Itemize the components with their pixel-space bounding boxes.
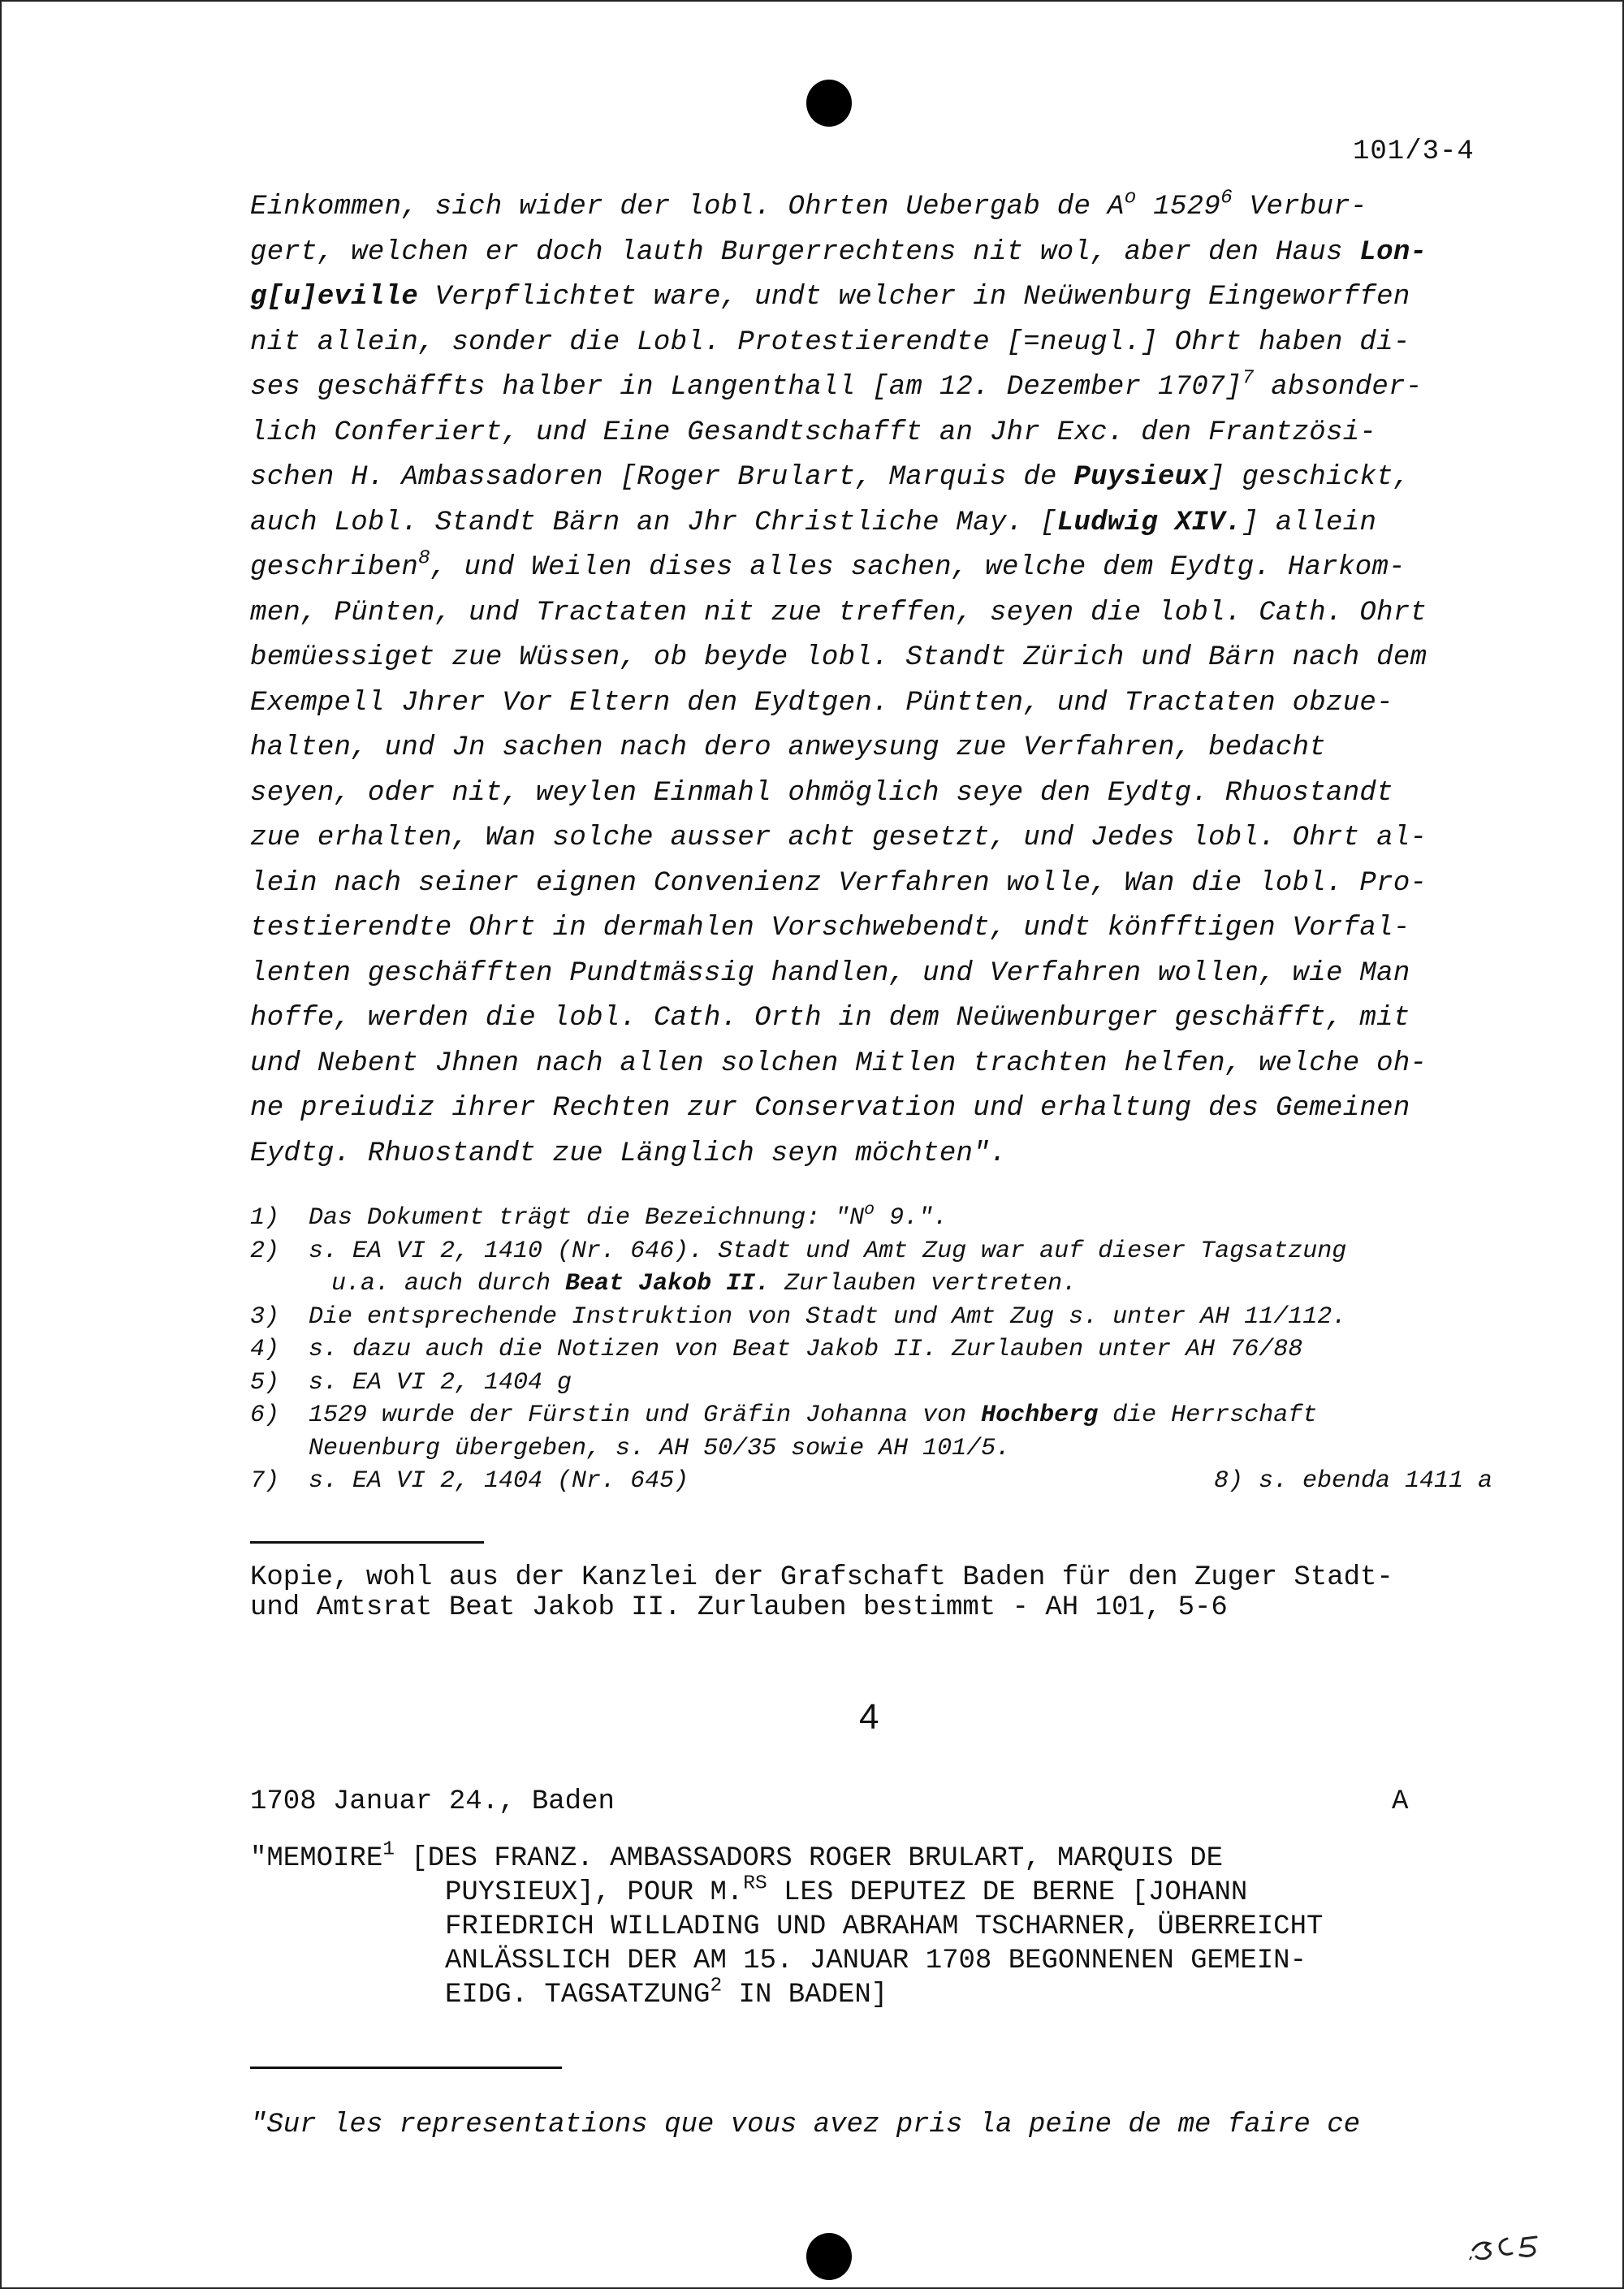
archive-handwritten-mark bbox=[1468, 2229, 1557, 2261]
memoire-line bbox=[250, 1975, 1501, 2012]
text-run: Neuenburg übergeben, s. AH 50/35 sowie AH 101/5. bbox=[309, 1434, 1011, 1462]
text-run: s. dazu auch die Notizen von Beat Jakob II. Zurlauben unter AH 76/88 bbox=[309, 1336, 1303, 1363]
footnote bbox=[250, 1399, 1492, 1432]
text-run: 1529 bbox=[1136, 192, 1221, 222]
body-line bbox=[250, 321, 1492, 366]
text-run: ] allein bbox=[1242, 507, 1377, 538]
superscript: o bbox=[1124, 187, 1137, 209]
copy-note-line: Kopie, wohl aus der Kanzlei der Grafschaft Baden für den Zuger Stadt- bbox=[250, 1562, 1393, 1593]
date-place: 1708 Januar 24., Baden bbox=[250, 1786, 615, 1817]
footnote-8-number: 8) bbox=[1213, 1467, 1243, 1495]
divider-rule bbox=[250, 1541, 484, 1544]
footnote bbox=[250, 1202, 1492, 1235]
footnote-row-7-8 bbox=[250, 1465, 1492, 1498]
bold-text: Puysieux bbox=[1073, 462, 1209, 493]
text-run: PUYSIEUX], POUR M. bbox=[445, 1877, 744, 1908]
text-run: Einkommen, sich wider der lobl. Ohrten Uebergab de A bbox=[250, 192, 1125, 222]
body-line bbox=[250, 546, 1492, 591]
body-line bbox=[250, 906, 1492, 952]
text-run: und Nebent Jhnen nach allen solchen Mitlen trachten helfen, welche oh- bbox=[250, 1047, 1427, 1079]
footnote bbox=[250, 1235, 1492, 1268]
text-run: gert, welchen er doch lauth Burgerrechtens nit wol, aber den Haus bbox=[250, 236, 1360, 268]
memoire-line bbox=[250, 1872, 1501, 1910]
superscript: 7 bbox=[1242, 367, 1255, 390]
body-line bbox=[250, 862, 1492, 907]
closing-quote: "Sur les representations que vous avez pris la peine de me faire ce bbox=[250, 2110, 1361, 2140]
page-reference: 101/3-4 bbox=[1353, 136, 1475, 167]
text-run: FRIEDRICH WILLADING UND ABRAHAM TSCHARNER, ÜBERREICHT bbox=[445, 1911, 1324, 1942]
bold-text: g[u]eville bbox=[250, 282, 419, 313]
text-run: IN BADEN] bbox=[722, 1980, 888, 2010]
body-line bbox=[250, 365, 1492, 411]
bold-text: Lon- bbox=[1359, 236, 1427, 268]
text-run: ne preiudiz ihrer Rechten zur Conservation und erhaltung des Gemeinen bbox=[250, 1093, 1410, 1124]
footnote-8 bbox=[1214, 1465, 1492, 1498]
body-line bbox=[250, 771, 1492, 817]
text-run: u.a. auch durch bbox=[331, 1270, 566, 1298]
memoire-heading bbox=[250, 1838, 1501, 2012]
superscript: o bbox=[864, 1200, 875, 1220]
body-line bbox=[250, 591, 1492, 637]
text-run: ses geschäffts halber in Langenthall [am 12. Dezember 1707] bbox=[250, 372, 1242, 403]
document-number: 4 bbox=[859, 1697, 879, 1737]
copy-note bbox=[250, 1563, 1492, 1623]
text-run: lenten geschäfften Pundtmässig handlen, und Verfahren wollen, wie Man bbox=[250, 957, 1410, 989]
text-run: 1529 wurde der Fürstin und Gräfin Johanna von bbox=[309, 1401, 982, 1429]
footnote-text bbox=[309, 1202, 1492, 1235]
body-line bbox=[250, 1132, 1492, 1177]
bold-text: Beat Jakob II. bbox=[565, 1270, 771, 1298]
text-run: geschriben bbox=[250, 552, 419, 583]
text-run: absonder- bbox=[1254, 372, 1423, 403]
text-run: seyen, oder nit, weylen Einmahl ohmöglich seye den Eydtg. Rhuostandt bbox=[250, 777, 1393, 809]
memoire-line bbox=[250, 1910, 1501, 1944]
text-run: lein nach seiner eignen Convenienz Verfahren wolle, Wan die lobl. Pro- bbox=[250, 867, 1427, 899]
footnote-number: 4) bbox=[250, 1336, 280, 1363]
footnotes bbox=[250, 1202, 1492, 1498]
footnote-7 bbox=[250, 1465, 1214, 1498]
footnote-list bbox=[250, 1202, 1492, 1465]
memoire-line bbox=[250, 1838, 1501, 1876]
body-line bbox=[250, 456, 1492, 501]
footnote-number: 6) bbox=[250, 1401, 280, 1429]
superscript: 6 bbox=[1220, 187, 1233, 209]
body-line bbox=[250, 1042, 1492, 1087]
footnote-8-text: s. ebenda 1411 a bbox=[1258, 1467, 1492, 1495]
text-run: hoffe, werden die lobl. Cath. Orth in dem Neüwenburger geschäfft, mit bbox=[250, 1003, 1410, 1034]
text-run: Verpflichtet ware, undt welcher in Neüwenburg Eingeworffen bbox=[418, 282, 1410, 313]
divider-rule bbox=[250, 2067, 562, 2069]
punch-hole-top bbox=[806, 80, 852, 127]
footnote-number: 3) bbox=[250, 1302, 280, 1331]
body-line bbox=[250, 816, 1492, 862]
footnote-text bbox=[309, 1367, 1492, 1400]
text-run: s. EA VI 2, 1404 g bbox=[309, 1368, 572, 1397]
body-line bbox=[250, 726, 1492, 771]
footnote bbox=[250, 1367, 1492, 1400]
text-run: zue erhalten, Wan solche ausser acht gesetzt, und Jedes lobl. Ohrt al- bbox=[250, 823, 1427, 853]
text-run: [DES FRANZ. AMBASSADORS ROGER BRULART, MARQUIS DE bbox=[394, 1843, 1224, 1874]
text-run: lich Conferiert, und Eine Gesandtschafft an Jhr Exc. den Frantzösi- bbox=[250, 417, 1377, 448]
superscript: 1 bbox=[382, 1838, 395, 1861]
footnote-text bbox=[309, 1333, 1492, 1367]
body-line bbox=[250, 185, 1492, 231]
memoire-line bbox=[250, 1944, 1501, 1978]
body-line bbox=[250, 1086, 1492, 1132]
footnote bbox=[250, 1333, 1492, 1367]
footnote-text bbox=[309, 1301, 1492, 1334]
text-run: auch Lobl. Standt Bärn an Jhr Christliche May. [ bbox=[250, 507, 1057, 538]
copy-note-line: und Amtsrat Beat Jakob II. Zurlauben bestimmt - AH 101, 5-6 bbox=[250, 1592, 1228, 1623]
text-run: Das Dokument trägt die Bezeichnung: "N bbox=[309, 1204, 865, 1232]
text-run: Die entsprechende Instruktion von Stadt und Amt Zug s. unter AH 11/112. bbox=[309, 1302, 1347, 1331]
punch-hole-bottom bbox=[806, 2233, 852, 2280]
text-run: ] geschickt, bbox=[1208, 462, 1410, 493]
footnote-continuation bbox=[250, 1432, 1492, 1466]
text-run: halten, und Jn sachen nach dero anweysung zue Verfahren, bedacht bbox=[250, 732, 1327, 763]
body-line bbox=[250, 275, 1492, 321]
body-line bbox=[250, 952, 1492, 997]
footnote-number: 2) bbox=[250, 1237, 280, 1265]
footnote-continuation bbox=[250, 1268, 1492, 1301]
footnote-number: 1) bbox=[250, 1204, 280, 1232]
superscript: 2 bbox=[710, 1975, 723, 1997]
text-run: testierendte Ohrt in dermahlen Vorschwebendt, undt könfftigen Vorfal- bbox=[250, 913, 1410, 944]
footnote-7-number: 7) bbox=[250, 1467, 280, 1495]
text-run: , und Weilen dises alles sachen, welche dem Eydtg. Harkom- bbox=[430, 552, 1406, 583]
text-run: schen H. Ambassadoren [Roger Brulart, Marquis de bbox=[250, 462, 1074, 493]
body-line bbox=[250, 636, 1492, 681]
body-line bbox=[250, 231, 1492, 276]
footnote-text bbox=[309, 1399, 1492, 1432]
footnote bbox=[250, 1301, 1492, 1334]
body-line bbox=[250, 501, 1492, 546]
bold-text: Hochberg bbox=[981, 1401, 1099, 1429]
text-run: 9.". bbox=[875, 1204, 948, 1232]
section-letter: A bbox=[1392, 1786, 1409, 1817]
footnote-number: 5) bbox=[250, 1368, 280, 1397]
text-run: LES DEPUTEZ DE BERNE [JOHANN bbox=[767, 1877, 1248, 1908]
text-run: s. EA VI 2, 1410 (Nr. 646). Stadt und Amt Zug war auf dieser Tagsatzung bbox=[309, 1237, 1347, 1265]
text-run: men, Pünten, und Tractaten nit zue treffen, seyen die lobl. Cath. Ohrt bbox=[250, 597, 1427, 628]
superscript: RS bbox=[743, 1872, 767, 1895]
text-run: ANLÄSSLICH DER AM 15. JANUAR 1708 BEGONNENEN GEMEIN- bbox=[445, 1946, 1307, 1976]
text-run: die Herrschaft bbox=[1098, 1401, 1318, 1429]
body-line bbox=[250, 996, 1492, 1042]
text-run: nit allein, sonder die Lobl. Protestierendte [=neugl.] Ohrt haben di- bbox=[250, 326, 1410, 358]
body-line bbox=[250, 411, 1492, 456]
superscript: 8 bbox=[418, 547, 431, 570]
footnote-text bbox=[309, 1235, 1492, 1268]
text-run: Verbur- bbox=[1233, 192, 1367, 222]
text-run: "MEMOIRE bbox=[250, 1843, 383, 1874]
text-run: bemüessiget zue Wüssen, ob beyde lobl. Standt Zürich und Bärn nach dem bbox=[250, 642, 1427, 673]
bold-text: Ludwig XIV. bbox=[1056, 507, 1242, 538]
text-run: Exempell Jhrer Vor Eltern den Eydtgen. Püntten, und Tractaten obzue- bbox=[250, 687, 1393, 719]
body-line bbox=[250, 681, 1492, 727]
text-run: Zurlauben vertreten. bbox=[770, 1270, 1078, 1298]
text-run: Eydtg. Rhuostandt zue Länglich seyn möchten". bbox=[250, 1138, 1007, 1169]
footnote-7-text: s. EA VI 2, 1404 (Nr. 645) bbox=[309, 1467, 689, 1495]
text-run: EIDG. TAGSATZUNG bbox=[445, 1980, 710, 2010]
body-text bbox=[250, 185, 1492, 1177]
